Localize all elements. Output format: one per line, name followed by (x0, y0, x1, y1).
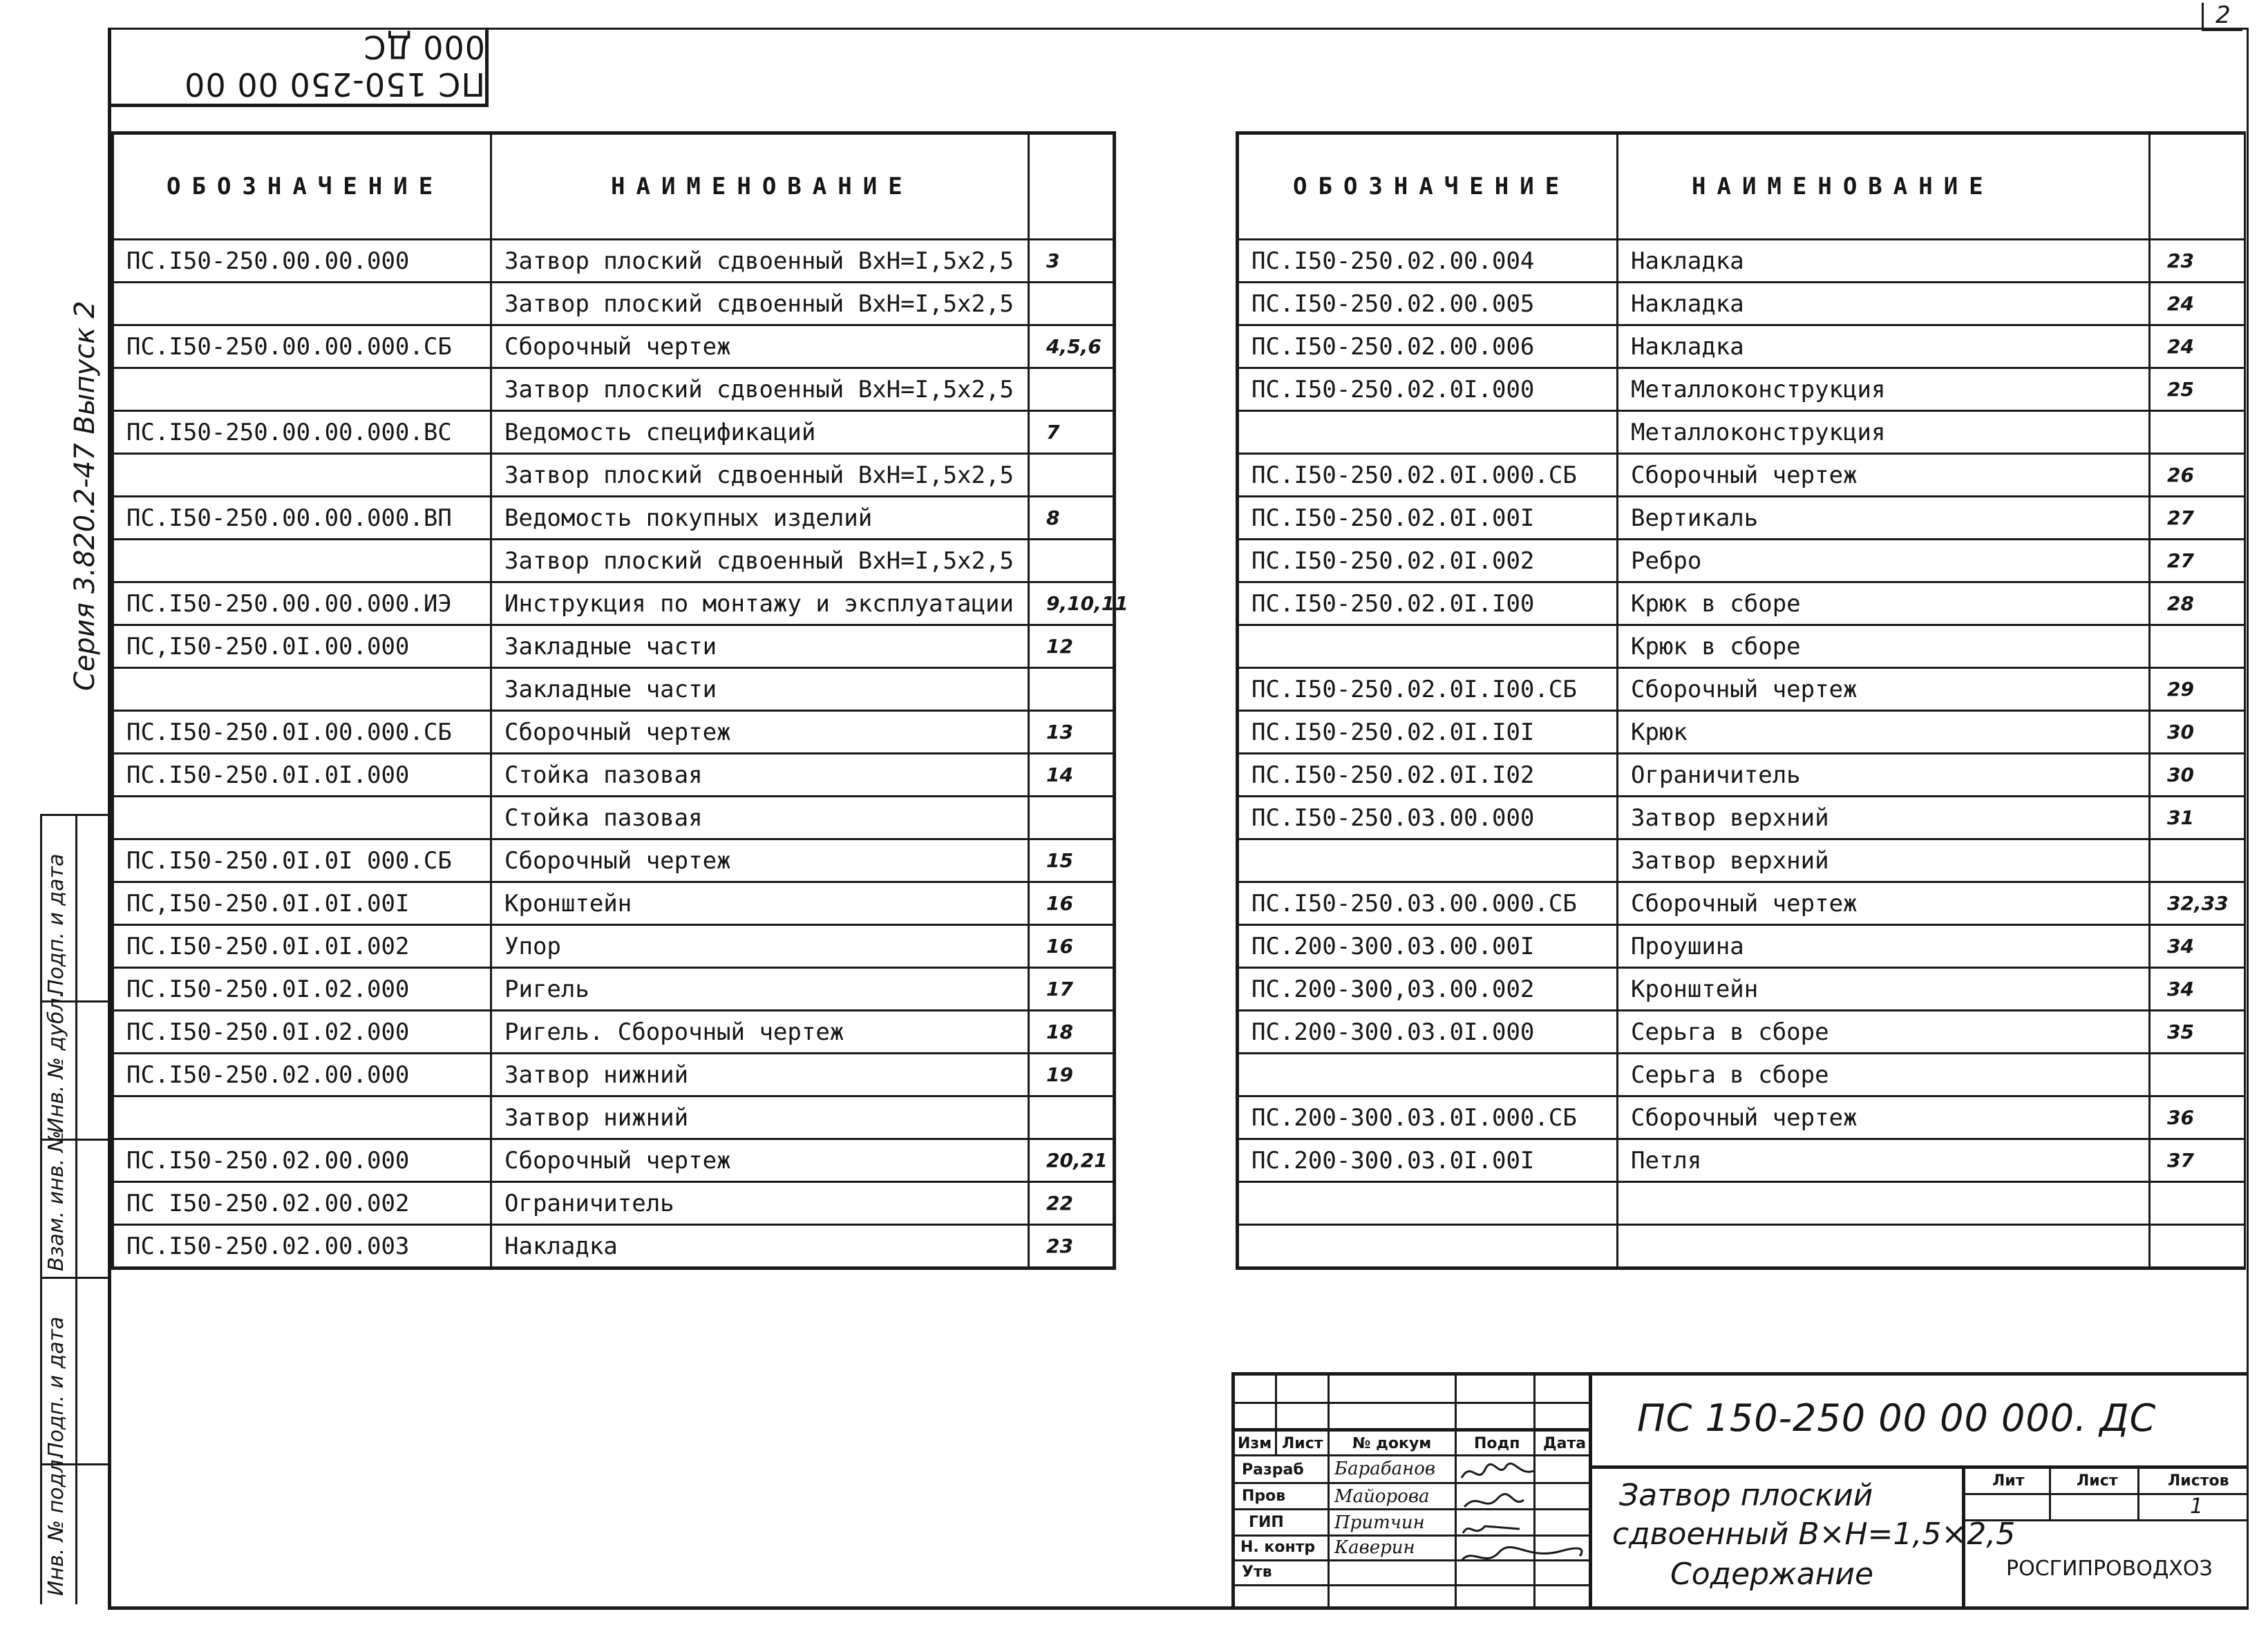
role-developer: Разраб (1242, 1461, 1304, 1479)
page-cell: 16 (1029, 882, 1115, 925)
table-row (1238, 368, 2245, 411)
designation-cell: ПС.200-300.03.0I.000 (1238, 1011, 1618, 1054)
table-row (113, 1182, 1115, 1225)
page-cell: 14 (1029, 754, 1115, 797)
name-cell: Закладные части (491, 625, 1029, 668)
page-cell: 17 (1029, 968, 1115, 1011)
name-cell: Ограничитель (1618, 754, 2150, 797)
name-cell: Затвор нижний (491, 1054, 1029, 1096)
designation-cell: ПС.I50-250.0I.02.000 (113, 968, 491, 1011)
stage-lit-header: Лит (1992, 1472, 2025, 1490)
designation-cell: ПС.200-300.03.0I.00I (1238, 1139, 1618, 1182)
contents-table-left (111, 131, 1128, 1270)
designation-cell: ПС.I50-250.02.0I.I00.СБ (1238, 668, 1618, 711)
table-row (113, 797, 1115, 839)
name-cell: Серьга в сборе (1618, 1054, 2150, 1096)
page-cell: 15 (1029, 839, 1115, 882)
table-row (1238, 1054, 2245, 1096)
table-row (113, 668, 1115, 711)
page-cell: 31 (2150, 797, 2245, 839)
table-row (1238, 882, 2245, 925)
page-cell: 9,10,11 (1029, 582, 1115, 625)
page-cell: 34 (2150, 925, 2245, 968)
name-cell: Стойка пазовая (491, 797, 1029, 839)
title-block (1231, 1372, 2247, 1608)
designation-cell: ПС.I50-250.0I.0I.000 (113, 754, 491, 797)
name-cell: Ведомость спецификаций (491, 411, 1029, 454)
page-cell (1029, 1096, 1115, 1139)
designation-cell: ПС.I50-250.02.00.000 (113, 1054, 491, 1096)
header-designation: ОБОЗНАЧЕНИЕ (1238, 133, 1618, 240)
code-stamp: ПС 150-250 00 00 000 ДС (184, 28, 485, 103)
designation-cell: ПС I50-250.02.00.002 (113, 1182, 491, 1225)
name-cell (1618, 1225, 2150, 1268)
designation-cell: ПС.I50-250.03.00.000 (1238, 797, 1618, 839)
page-cell (1029, 368, 1115, 411)
table-row (1238, 283, 2245, 325)
name-cell: Крюк в сборе (1618, 582, 2150, 625)
page-cell: 36 (2150, 1096, 2245, 1139)
designation-cell: ПС.I50-250.02.0I.I0I (1238, 711, 1618, 754)
designation-cell: ПС.I50-250.00.00.000.ВС (113, 411, 491, 454)
name-cell: Сборочный чертеж (1618, 454, 2150, 497)
page-cell: 18 (1029, 1011, 1115, 1054)
page-cell: 30 (2150, 754, 2245, 797)
role-approve: Утв (1242, 1564, 1272, 1581)
col-sign: Подп (1474, 1435, 1520, 1452)
table-row (113, 925, 1115, 968)
side-series: Серия 3.820.2-47 Выпуск 2 (69, 301, 101, 691)
role-checker: Пров (1242, 1488, 1286, 1505)
table-row (113, 540, 1115, 582)
name-cell: Крюк (1618, 711, 2150, 754)
side-label-dup-inv: Инв. № дубл. (44, 991, 68, 1133)
table-row (113, 839, 1115, 882)
name-cell: Накладка (1618, 240, 2150, 283)
table-row (1238, 797, 2245, 839)
table-row (1238, 754, 2245, 797)
name-cell: Проушина (1618, 925, 2150, 968)
name-cell: Вертикаль (1618, 497, 2150, 540)
table-row (113, 325, 1115, 368)
designation-cell: ПС.I50-250.00.00.000.ВП (113, 497, 491, 540)
signatures-graphic (1457, 1457, 1589, 1586)
col-doc-number: № докум (1352, 1435, 1432, 1452)
person-checker: Майорова (1334, 1486, 1430, 1507)
name-cell: Стойка пазовая (491, 754, 1029, 797)
table-row (1238, 968, 2245, 1011)
designation-cell: ПС.200-300.03.00.00I (1238, 925, 1618, 968)
side-label-sign-date-2: Подп. и дата (44, 1316, 68, 1458)
designation-cell: ПС.I50-250.02.00.003 (113, 1225, 491, 1268)
col-list: Лист (1282, 1435, 1323, 1452)
name-cell: Затвор плоский сдвоенный ВхН=I,5х2,5 (491, 240, 1029, 283)
name-cell: Ведомость покупных изделий (491, 497, 1029, 540)
table-row (113, 1225, 1115, 1268)
designation-cell (113, 283, 491, 325)
table-row (1238, 1139, 2245, 1182)
table-row (1238, 1011, 2245, 1054)
name-cell: Сборочный чертеж (491, 325, 1029, 368)
page-cell: 13 (1029, 711, 1115, 754)
table-row (113, 368, 1115, 411)
page-cell (2150, 1054, 2245, 1096)
side-label-replace-inv: Взам. инв. № (44, 1130, 68, 1271)
name-cell: Затвор плоский сдвоенный ВхН=I,5х2,5 (491, 540, 1029, 582)
designation-cell (113, 368, 491, 411)
name-cell: Затвор плоский сдвоенный ВхН=I,5х2,5 (491, 283, 1029, 325)
designation-cell: ПС.I50-250.0I.02.000 (113, 1011, 491, 1054)
name-cell: Затвор плоский сдвоенный ВхН=I,5х2,5 (491, 368, 1029, 411)
page-cell: 35 (2150, 1011, 2245, 1054)
name-cell: Затвор плоский сдвоенный ВхН=I,5х2,5 (491, 454, 1029, 497)
header-page (2150, 133, 2245, 240)
table-row (1238, 582, 2245, 625)
page-cell: 16 (1029, 925, 1115, 968)
page-cell (2150, 1225, 2245, 1268)
page-cell: 19 (1029, 1054, 1115, 1096)
table-row (113, 625, 1115, 668)
name-cell: Сборочный чертеж (491, 1139, 1029, 1182)
header-name: НАИМЕНОВАНИЕ (1618, 133, 2150, 240)
designation-cell (113, 797, 491, 839)
page-cell (1029, 797, 1115, 839)
page-cell: 26 (2150, 454, 2245, 497)
organization: РОСГИПРОВОДХОЗ (2006, 1557, 2213, 1581)
name-cell: Инструкция по монтажу и эксплуатации (491, 582, 1029, 625)
table-row (1238, 325, 2245, 368)
sheet-number: 2 (2202, 3, 2242, 31)
designation-cell: ПС.I50-250.02.00.000 (113, 1139, 491, 1182)
designation-cell (1238, 625, 1618, 668)
header-name: НАИМЕНОВАНИЕ (491, 133, 1029, 240)
name-cell: Петля (1618, 1139, 2150, 1182)
side-label-orig-inv: Инв. № подл. (44, 1453, 68, 1596)
page-cell: 28 (2150, 582, 2245, 625)
table-row (1238, 1096, 2245, 1139)
name-cell: Сборочный чертеж (1618, 882, 2150, 925)
designation-cell (1238, 839, 1618, 882)
designation-cell: ПС.I50-250.0I.0I.002 (113, 925, 491, 968)
designation-cell: ПС.I50-250.02.00.004 (1238, 240, 1618, 283)
page-cell: 3 (1029, 240, 1115, 283)
table-row (113, 1096, 1115, 1139)
page-cell (1029, 668, 1115, 711)
person-developer: Барабанов (1334, 1458, 1436, 1479)
title-line-1: Затвор плоский (1619, 1478, 1873, 1513)
page-cell: 23 (2150, 240, 2245, 283)
designation-cell: ПС,I50-250.0I.0I.00I (113, 882, 491, 925)
table-row (113, 711, 1115, 754)
header-page (1029, 133, 1115, 240)
code-stamp-box (111, 28, 489, 107)
designation-cell: ПС.I50-250.02.0I.002 (1238, 540, 1618, 582)
table-row (1238, 668, 2245, 711)
page-cell (1029, 540, 1115, 582)
name-cell: Кронштейн (1618, 968, 2150, 1011)
page-cell: 27 (2150, 540, 2245, 582)
page-cell: 27 (2150, 497, 2245, 540)
name-cell: Ригель. Сборочный чертеж (491, 1011, 1029, 1054)
name-cell: Серьга в сборе (1618, 1011, 2150, 1054)
contents-table-right (1236, 131, 2246, 1270)
name-cell: Сборочный чертеж (491, 839, 1029, 882)
name-cell: Кронштейн (491, 882, 1029, 925)
table-row (113, 754, 1115, 797)
designation-cell (113, 668, 491, 711)
table-row (113, 283, 1115, 325)
page-cell (2150, 411, 2245, 454)
table-row (113, 1139, 1115, 1182)
page-cell: 32,33 (2150, 882, 2245, 925)
table-row (113, 411, 1115, 454)
role-chief-engineer: ГИП (1249, 1514, 1284, 1531)
name-cell (1618, 1182, 2150, 1225)
side-label-sign-date-1: Подп. и дата (44, 853, 68, 995)
page-cell (1029, 454, 1115, 497)
designation-cell: ПС.I50-250.0I.0I 000.СБ (113, 839, 491, 882)
designation-cell: ПС,I50-250.0I.00.000 (113, 625, 491, 668)
designation-cell: ПС.I50-250.02.0I.000 (1238, 368, 1618, 411)
table-row (1238, 625, 2245, 668)
header-designation: ОБОЗНАЧЕНИЕ (113, 133, 491, 240)
table-row (1238, 497, 2245, 540)
designation-cell: ПС.I50-250.00.00.000.ИЭ (113, 582, 491, 625)
designation-cell: ПС.I50-250.00.00.000.СБ (113, 325, 491, 368)
name-cell: Сборочный чертеж (1618, 1096, 2150, 1139)
page-cell: 22 (1029, 1182, 1115, 1225)
designation-cell: ПС.I50-250.02.00.005 (1238, 283, 1618, 325)
title-line-2: сдвоенный В×Н=1,5×2,5 (1612, 1517, 2016, 1552)
designation-cell: ПС.I50-250.00.00.000 (113, 240, 491, 283)
page-cell: 24 (2150, 283, 2245, 325)
designation-cell: ПС.I50-250.02.0I.00I (1238, 497, 1618, 540)
page-cell: 30 (2150, 711, 2245, 754)
designation-cell: ПС.I50-250.03.00.000.СБ (1238, 882, 1618, 925)
designation-cell (113, 454, 491, 497)
page-cell: 25 (2150, 368, 2245, 411)
name-cell: Затвор верхний (1618, 839, 2150, 882)
name-cell: Накладка (491, 1225, 1029, 1268)
table-row (1238, 540, 2245, 582)
table-row (113, 582, 1115, 625)
table-row (113, 240, 1115, 283)
designation-cell: ПС.I50-250.02.0I.I00 (1238, 582, 1618, 625)
page-cell (2150, 1182, 2245, 1225)
name-cell: Металлоконструкция (1618, 411, 2150, 454)
table-row (1238, 411, 2245, 454)
title-line-3: Содержание (1670, 1557, 1874, 1592)
name-cell: Затвор нижний (491, 1096, 1029, 1139)
col-izm: Изм (1238, 1435, 1272, 1452)
designation-cell (113, 1096, 491, 1139)
name-cell: Ригель (491, 968, 1029, 1011)
designation-cell: ПС.I50-250.02.0I.000.СБ (1238, 454, 1618, 497)
page-cell (2150, 625, 2245, 668)
designation-cell: ПС.I50-250.02.0I.I02 (1238, 754, 1618, 797)
table-row (1238, 454, 2245, 497)
name-cell: Сборочный чертеж (1618, 668, 2150, 711)
table-row (1238, 839, 2245, 882)
table-row (1238, 240, 2245, 283)
table-row (113, 1054, 1115, 1096)
page-cell (2150, 839, 2245, 882)
name-cell: Крюк в сборе (1618, 625, 2150, 668)
page-cell: 12 (1029, 625, 1115, 668)
designation-cell (1238, 1182, 1618, 1225)
table-row (113, 968, 1115, 1011)
page-cell: 4,5,6 (1029, 325, 1115, 368)
designation-cell: ПС.200-300.03.0I.000.СБ (1238, 1096, 1618, 1139)
table-row (113, 882, 1115, 925)
table-row (113, 497, 1115, 540)
title-doc-code: ПС 150-250 00 00 000. ДС (1637, 1396, 2157, 1440)
page-cell: 23 (1029, 1225, 1115, 1268)
name-cell: Ограничитель (491, 1182, 1029, 1225)
name-cell: Сборочный чертеж (491, 711, 1029, 754)
person-chief-engineer: Притчин (1334, 1512, 1425, 1533)
table-row (113, 454, 1115, 497)
table-row (1238, 1182, 2245, 1225)
sheets-total: 1 (2190, 1494, 2204, 1519)
name-cell: Металлоконструкция (1618, 368, 2150, 411)
table-row (1238, 711, 2245, 754)
designation-cell: ПС.I50-250.0I.00.000.СБ (113, 711, 491, 754)
page-cell (1029, 283, 1115, 325)
designation-cell (1238, 1225, 1618, 1268)
page-cell: 37 (2150, 1139, 2245, 1182)
designation-cell (1238, 411, 1618, 454)
col-date: Дата (1543, 1435, 1587, 1452)
stage-sheet-header: Лист (2077, 1472, 2118, 1490)
designation-cell: ПС.200-300,03.00.002 (1238, 968, 1618, 1011)
table-row (113, 1011, 1115, 1054)
designation-cell (1238, 1054, 1618, 1096)
name-cell: Упор (491, 925, 1029, 968)
name-cell: Закладные части (491, 668, 1029, 711)
page-cell: 20,21 (1029, 1139, 1115, 1182)
page-cell: 24 (2150, 325, 2245, 368)
designation-cell: ПС.I50-250.02.00.006 (1238, 325, 1618, 368)
page-cell: 29 (2150, 668, 2245, 711)
stage-sheets-header: Листов (2168, 1472, 2229, 1490)
page-cell: 7 (1029, 411, 1115, 454)
page-cell: 34 (2150, 968, 2245, 1011)
designation-cell (113, 540, 491, 582)
name-cell: Затвор верхний (1618, 797, 2150, 839)
name-cell: Накладка (1618, 325, 2150, 368)
role-norm-control: Н. контр (1240, 1539, 1316, 1556)
person-norm-control: Каверин (1334, 1537, 1415, 1558)
table-row (1238, 925, 2245, 968)
page-cell: 8 (1029, 497, 1115, 540)
name-cell: Накладка (1618, 283, 2150, 325)
table-row (1238, 1225, 2245, 1268)
name-cell: Ребро (1618, 540, 2150, 582)
